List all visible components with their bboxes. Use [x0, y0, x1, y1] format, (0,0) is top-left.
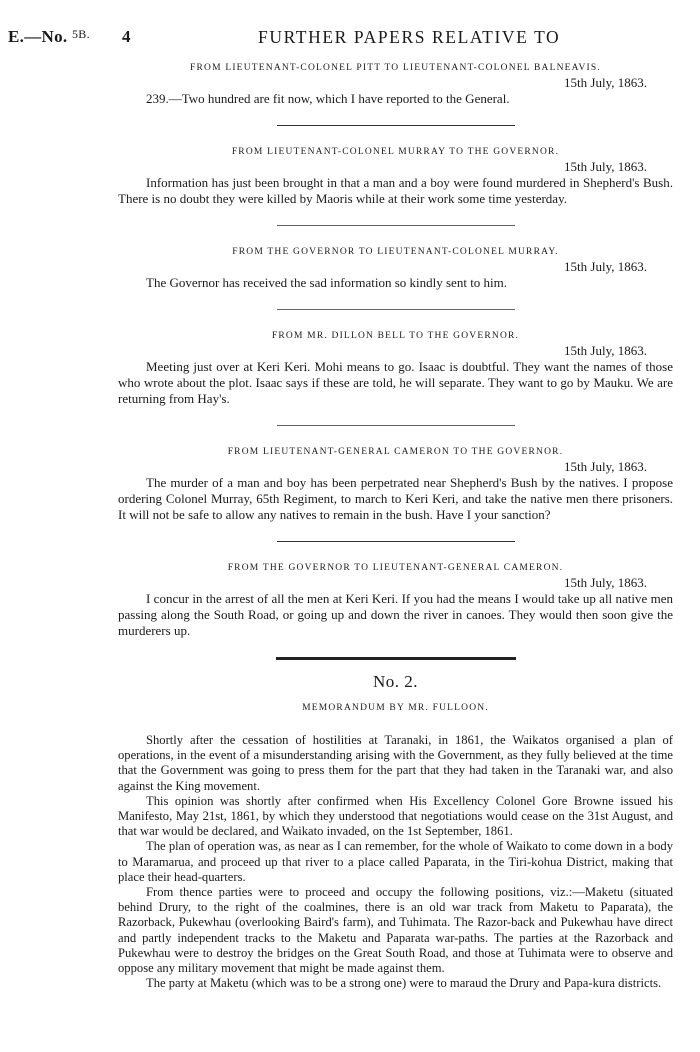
section-paragraph: The Governor has received the sad information so kindly sent to him. [146, 275, 508, 290]
section-title: FROM MR. DILLON BELL TO THE GOVERNOR. [271, 331, 520, 341]
memorandum-paragraph: The party at Maketu (which was to be a strong one) were to maraud the Drury and Papa-kura districts. [146, 976, 662, 991]
section-divider [277, 541, 515, 542]
page-number: 4 [122, 27, 131, 46]
document-reference [8, 27, 90, 47]
reference-suffix: 5B. [71, 27, 90, 41]
correspondence-section [118, 246, 673, 291]
memorandum-paragraph: Shortly after the cessation of hostilities at Taranaki, in 1861, the Waikatos organised a plan of operations, in the event of a misunderstanding arising with the Government, as they fully believed at the time that the Government was going to press them for the part that they had taken in the Taranaki war, and also against the King movement. [118, 733, 673, 793]
correspondence-section [118, 62, 673, 107]
section-date: 15th July, 1863. [564, 259, 647, 274]
section-title: FROM THE GOVERNOR TO LIEUTENANT-COLONEL MURRAY. [232, 247, 559, 257]
section-date: 15th July, 1863. [564, 459, 647, 474]
memorandum-paragraph: From thence parties were to proceed and occupy the following positions, viz.:—Maketu (situated behind Drury, to the right of the coalmines, there is an old war track from Maketu to Paparata), the Razorback, Pukewhau (overlooking Baird's farm), and Tuhimata. The Razor-back and Pukewhau have direct and partly independent tracks to the Maketu and Paparata war-paths. The parties at the Razorback and Pukewhau were to destroy the bridges on the Great South Road, and those at Tuhimata were to observe and oppose any military movement that might be made against them. [118, 885, 673, 976]
section-divider [277, 125, 515, 126]
page-header [0, 24, 700, 52]
memorandum-paragraph: This opinion was shortly after confirmed when His Excellency Colonel Gore Browne issued his Manifesto, May 21st, 1861, by which they understood that negotiations would cease on the 31st August, and that war would be declared, and Waikato invaded, on the 1st September, 1861. [118, 793, 673, 839]
section-paragraph: Meeting just over at Keri Keri. Mohi means to go. Isaac is doubtful. They want the names of those who wrote about the plot. Isaac says if these are told, he will separate. They want to go by Mauku. We are returning from Hay's. [118, 359, 673, 406]
section-title: FROM THE GOVERNOR TO LIEUTENANT-GENERAL CAMERON. [227, 563, 564, 573]
correspondence-section [118, 562, 673, 639]
section-date: 15th July, 1863. [564, 159, 647, 174]
section-paragraph: I concur in the arrest of all the men at Keri Keri. If you had the means I would take up all native men passing along the South Road, or going up and down the river in canoes. They would then soon give the murderers up. [118, 591, 673, 638]
section-date: 15th July, 1863. [564, 575, 647, 590]
section-title: FROM LIEUTENANT-COLONEL MURRAY TO THE GOVERNOR. [231, 147, 560, 157]
section-paragraph: The murder of a man and boy has been perpetrated near Shepherd's Bush by the natives. I propose ordering Colonel Murray, 65th Regiment, to march to Keri Keri, and take the native men there prisoners. It will not be safe to allow any natives to remain in the bush. Have I your sanction? [118, 475, 673, 522]
document-number: No. 2. [372, 672, 419, 691]
section-divider [277, 309, 515, 310]
document-body [118, 62, 673, 991]
section-divider [277, 425, 515, 426]
memorandum-paragraph: The plan of operation was, as near as I can remember, for the whole of Waikato to come down in a body to Maramarua, and proceed up that river to a place called Paparata, in the Tiri-kohua District, making that place their head-quarters. [118, 839, 673, 884]
section-title: FROM LIEUTENANT-COLONEL PITT TO LIEUTENANT-COLONEL BALNEAVIS. [190, 63, 601, 73]
part-divider [276, 657, 516, 660]
memorandum [118, 672, 673, 991]
correspondence-section [118, 446, 673, 523]
correspondence-section [118, 146, 673, 207]
running-title: FURTHER PAPERS RELATIVE TO [258, 27, 561, 47]
correspondence-section [118, 330, 673, 407]
section-paragraph: 239.—Two hundred are fit now, which I have reported to the General. [146, 91, 510, 106]
section-paragraph: Information has just been brought in that a man and a boy were found murdered in Shepherd's Bush. There is no doubt they were killed by Maoris while at their work some time yesterday. [118, 175, 673, 206]
reference-prefix: E.—No. [8, 27, 68, 46]
section-date: 15th July, 1863. [564, 75, 647, 90]
section-title: FROM LIEUTENANT-GENERAL CAMERON TO THE GOVERNOR. [227, 447, 564, 457]
section-date: 15th July, 1863. [564, 343, 647, 358]
section-divider [277, 225, 515, 226]
memorandum-title: MEMORANDUM BY MR. FULLOON. [302, 703, 489, 713]
